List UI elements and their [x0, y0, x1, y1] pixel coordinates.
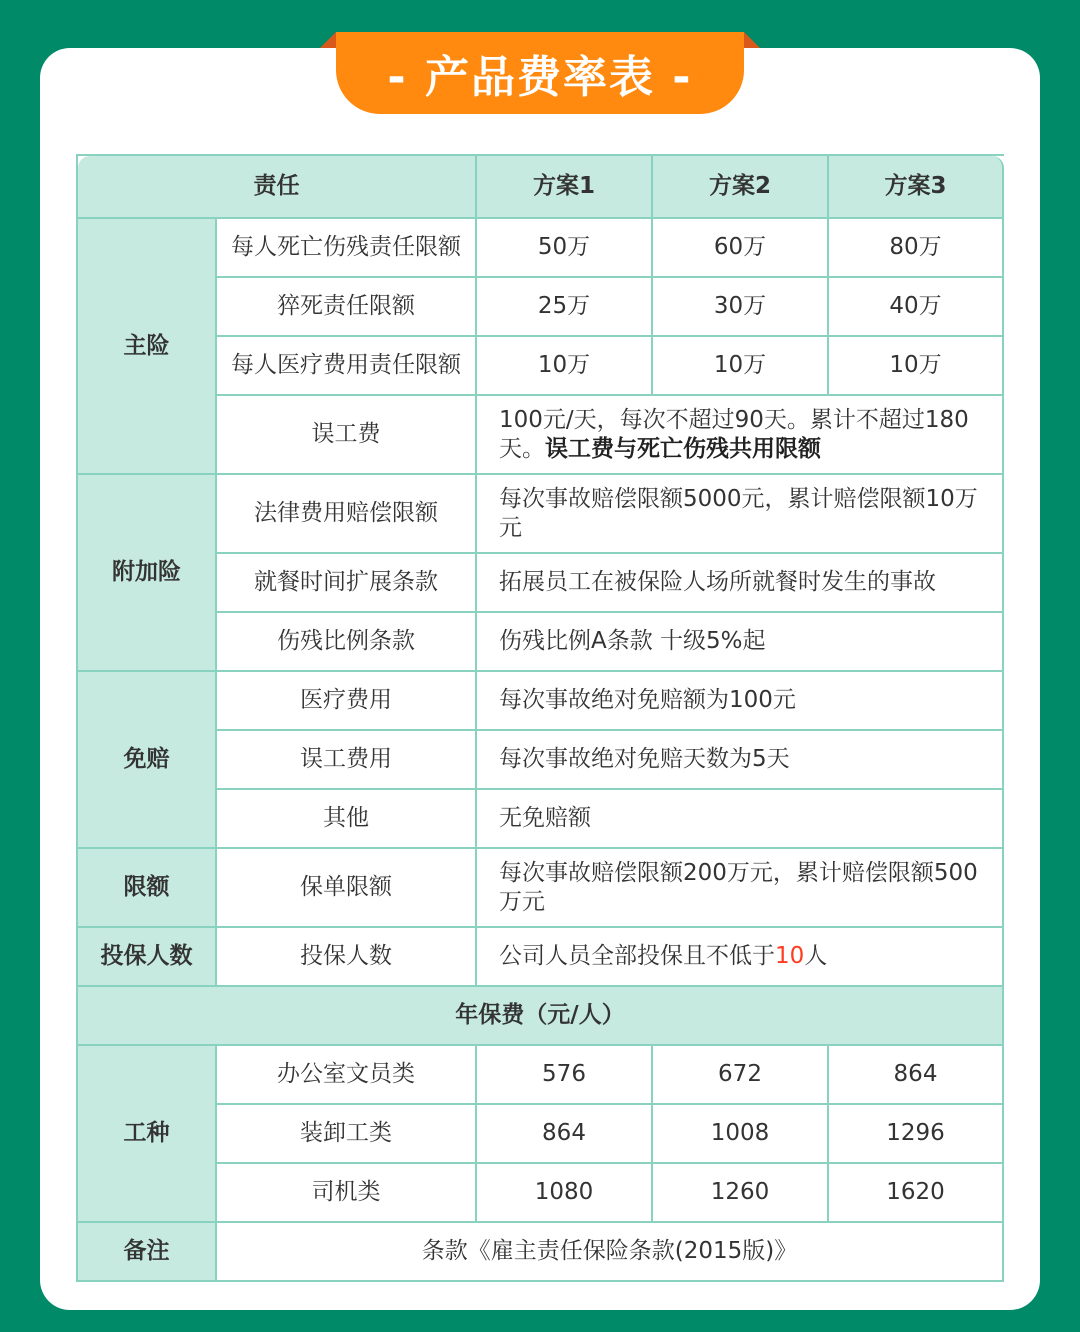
insured-count-text: 公司人员全部投保且不低于: [499, 943, 775, 969]
banner-fold-left: [320, 32, 336, 48]
plan-3-value: 80万: [829, 219, 1004, 278]
plan-3-premium: 1296: [829, 1105, 1004, 1164]
plan-2-premium: 1008: [653, 1105, 829, 1164]
row-description: 无免赔额: [477, 790, 1004, 849]
table-row: [78, 613, 1004, 672]
table-row: [78, 554, 1004, 613]
plan-3-value: 40万: [829, 278, 1004, 337]
plan-1-value: 25万: [477, 278, 653, 337]
row-label: 伤残比例条款: [217, 613, 477, 672]
table-row: [78, 475, 1004, 554]
table-row: [78, 928, 1004, 987]
insured-count-description: [477, 928, 1004, 987]
plan-2-premium: 672: [653, 1046, 829, 1105]
table-row: [78, 396, 1004, 475]
header-liability: 责任: [78, 156, 477, 219]
premium-header: 年保费（元/人）: [78, 987, 1004, 1046]
row-label: 办公室文员类: [217, 1046, 477, 1105]
row-label: 法律费用赔偿限额: [217, 475, 477, 554]
plan-1-premium: 864: [477, 1105, 653, 1164]
plan-2-premium: 1260: [653, 1164, 829, 1223]
lost-wages-description: [477, 396, 1004, 475]
header-plan-2: 方案2: [653, 156, 829, 219]
insured-count-unit: 人: [804, 943, 828, 969]
row-label: 投保人数: [217, 928, 477, 987]
header-plan-1: 方案1: [477, 156, 653, 219]
table-header-row: [78, 156, 1004, 219]
row-label: 保单限额: [217, 849, 477, 928]
row-label: 其他: [217, 790, 477, 849]
table-row: [78, 790, 1004, 849]
row-description: 每次事故赔偿限额200万元，累计赔偿限额500万元: [477, 849, 1004, 928]
table-row: [78, 278, 1004, 337]
table-row: [78, 1223, 1004, 1282]
plan-3-value: 10万: [829, 337, 1004, 396]
premium-header-row: [78, 987, 1004, 1046]
insured-count-minimum: 10: [775, 943, 805, 969]
table-row: [78, 219, 1004, 278]
remark-text: 条款《雇主责任保险条款(2015版)》: [217, 1223, 1004, 1282]
row-description: 每次事故赔偿限额5000元，累计赔偿限额10万元: [477, 475, 1004, 554]
row-description: 伤残比例A条款 十级5%起: [477, 613, 1004, 672]
category-main-insurance: 主险: [78, 219, 217, 475]
banner-fold-right: [744, 32, 760, 48]
plan-2-value: 10万: [653, 337, 829, 396]
table-row: [78, 731, 1004, 790]
row-description: 每次事故绝对免赔天数为5天: [477, 731, 1004, 790]
plan-2-value: 30万: [653, 278, 829, 337]
plan-2-value: 60万: [653, 219, 829, 278]
row-label: 每人医疗费用责任限额: [217, 337, 477, 396]
row-description: 每次事故绝对免赔额为100元: [477, 672, 1004, 731]
table-row: [78, 337, 1004, 396]
row-description: 拓展员工在被保险人场所就餐时发生的事故: [477, 554, 1004, 613]
plan-3-premium: 1620: [829, 1164, 1004, 1223]
header-plan-3: 方案3: [829, 156, 1004, 219]
row-label: 装卸工类: [217, 1105, 477, 1164]
category-additional: 附加险: [78, 475, 217, 672]
category-insured-count: 投保人数: [78, 928, 217, 987]
lost-wages-note: 误工费与死亡伤残共用限额: [545, 435, 821, 462]
page-title: - 产品费率表 -: [336, 32, 744, 114]
table-row: [78, 849, 1004, 928]
row-label: 猝死责任限额: [217, 278, 477, 337]
rate-table: [76, 154, 1004, 1282]
plan-1-premium: 576: [477, 1046, 653, 1105]
category-limit: 限额: [78, 849, 217, 928]
plan-1-premium: 1080: [477, 1164, 653, 1223]
table-row: [78, 672, 1004, 731]
table-row: [78, 1164, 1004, 1223]
row-label: 就餐时间扩展条款: [217, 554, 477, 613]
plan-1-value: 50万: [477, 219, 653, 278]
row-label: 误工费用: [217, 731, 477, 790]
lost-wages-text: 100元/天，每次不超过90天。累计不超过180天。: [499, 406, 969, 462]
row-label: 医疗费用: [217, 672, 477, 731]
plan-1-value: 10万: [477, 337, 653, 396]
row-label: 误工费: [217, 396, 477, 475]
category-remark: 备注: [78, 1223, 217, 1282]
category-job-type: 工种: [78, 1046, 217, 1223]
plan-3-premium: 864: [829, 1046, 1004, 1105]
row-label: 司机类: [217, 1164, 477, 1223]
table-row: [78, 1105, 1004, 1164]
row-label: 每人死亡伤残责任限额: [217, 219, 477, 278]
table-row: [78, 1046, 1004, 1105]
category-deductible: 免赔: [78, 672, 217, 849]
